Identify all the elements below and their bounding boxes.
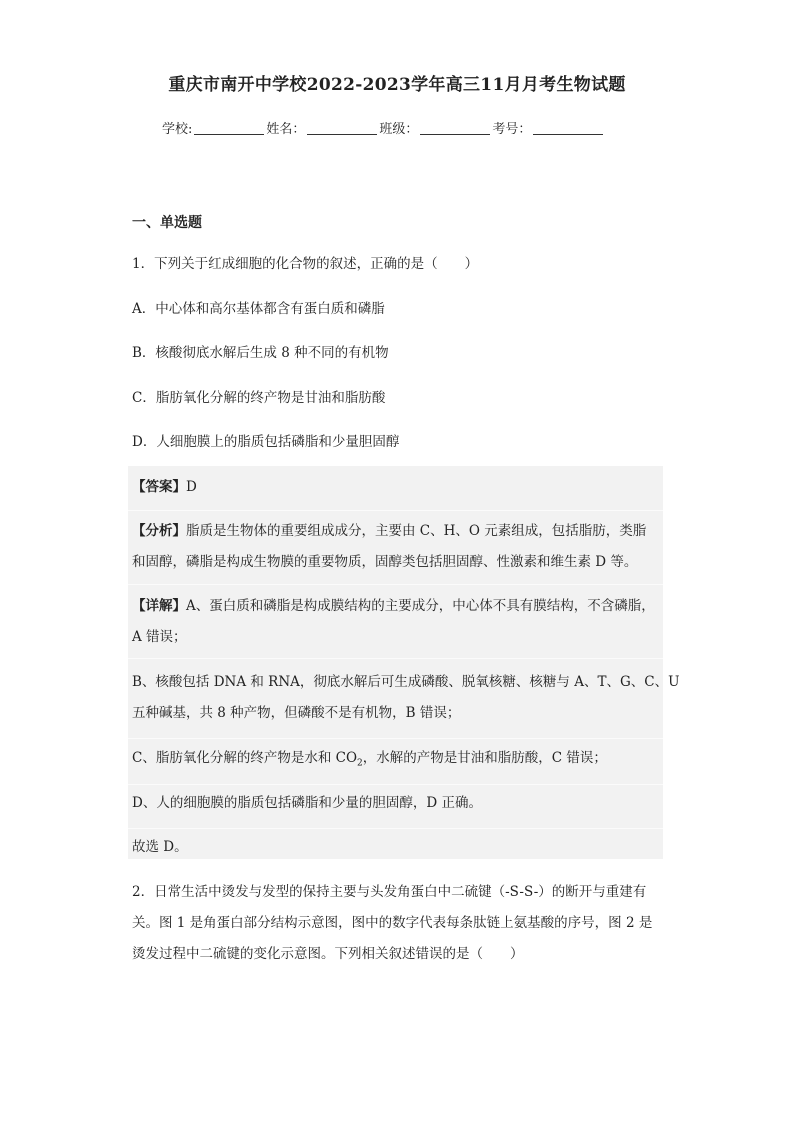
co2-subscript: 2: [357, 758, 363, 769]
answer-label: 【答案】: [132, 479, 186, 495]
school-label: 学校:: [162, 122, 193, 137]
question-1-stem: 1．下列关于红成细胞的化合物的叙述，正确的是（ ）: [132, 256, 479, 272]
detail-label: 【详解】: [132, 598, 186, 614]
name-blank[interactable]: [307, 121, 377, 135]
analysis-line-1: [132, 519, 646, 539]
question-1-option-b: B．核酸彻底水解后生成 8 种不同的有机物: [132, 345, 389, 361]
detail-b-line-1: B、核酸包括 DNA 和 RNA，彻底水解后可生成磷酸、脱氧核糖、核糖与 A、T、G、C、U: [132, 674, 680, 690]
detail-a-text: A、蛋白质和磷脂是构成膜结构的主要成分，中心体不具有膜结构，不含磷脂，: [186, 598, 655, 614]
conclusion-line: 故选 D。: [132, 839, 188, 855]
answer-value: D: [186, 479, 197, 495]
answer-line: [132, 475, 197, 495]
detail-a-line-2: A 错误；: [132, 629, 187, 645]
student-info-line: [162, 118, 642, 137]
detail-c-line: [132, 746, 607, 769]
analysis-line-2: 和固醇，磷脂是构成生物膜的重要物质，固醇类包括胆固醇、性激素和维生素 D 等。: [132, 554, 638, 570]
class-label: 班级：: [379, 122, 419, 137]
question-2-line-1: 2．日常生活中烫发与发型的保持主要与头发角蛋白中二硫键（-S-S-）的断开与重建有: [132, 884, 647, 900]
detail-c-post: ，水解的产物是甘油和脂肪酸，C 错误；: [362, 750, 607, 766]
page-title: 重庆市南开中学校2022-2023学年高三11月月考生物试题: [168, 75, 626, 95]
exam-number-blank[interactable]: [533, 121, 603, 135]
class-blank[interactable]: [420, 121, 490, 135]
analysis-text-1: 脂质是生物体的重要组成成分，主要由 C、H、O 元素组成，包括脂肪，类脂: [186, 523, 647, 539]
question-2-line-3: 烫发过程中二硫键的变化示意图。下列相关叙述错误的是（ ）: [132, 946, 524, 962]
question-1-option-a: A．中心体和高尔基体都含有蛋白质和磷脂: [132, 301, 385, 317]
question-1-option-c: C．脂肪氧化分解的终产物是甘油和脂肪酸: [132, 390, 386, 406]
school-blank[interactable]: [194, 121, 264, 135]
analysis-label: 【分析】: [132, 523, 186, 539]
exam-number-label: 考号：: [492, 122, 532, 137]
detail-b-line-2: 五种碱基，共 8 种产物，但磷酸不是有机物，B 错误；: [132, 705, 461, 721]
question-2-line-2: 关。图 1 是角蛋白部分结构示意图，图中的数字代表每条肽链上氨基酸的序号，图 2 是: [132, 915, 653, 931]
detail-a-line-1: [132, 594, 655, 614]
question-1-option-d: D．人细胞膜上的脂质包括磷脂和少量胆固醇: [132, 434, 400, 450]
detail-c-pre: C、脂肪氧化分解的终产物是水和 CO: [132, 750, 358, 766]
detail-d-line: D、人的细胞膜的脂质包括磷脂和少量的胆固醇，D 正确。: [132, 795, 482, 811]
name-label: 姓名：: [266, 122, 306, 137]
section-heading: 一、单选题: [132, 215, 202, 231]
